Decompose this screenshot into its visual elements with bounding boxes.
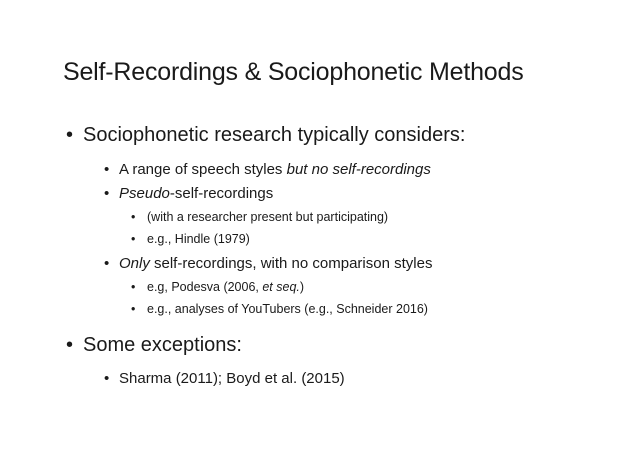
bullet-text: e.g., analyses of YouTubers (e.g., Schneider 2016)	[147, 302, 428, 316]
bullet-text-emphasis: et seq.	[262, 280, 300, 294]
bullet-text: A range of speech styles	[119, 161, 287, 178]
bullet-item-some-exceptions	[66, 334, 242, 357]
bullet-item-youtubers	[131, 302, 428, 316]
slide-title: Self-Recordings & Sociophonetic Methods	[63, 58, 524, 86]
bullet-text: Some exceptions:	[83, 334, 242, 356]
bullet-icon: •	[66, 124, 74, 146]
bullet-item-hindle	[131, 232, 250, 246]
bullet-icon: •	[66, 334, 74, 356]
bullet-text: (with a researcher present but participating)	[147, 210, 389, 224]
bullet-item-pseudo-self-recordings	[104, 185, 273, 202]
bullet-text: Sharma (2011); Boyd et al. (2015)	[119, 370, 345, 387]
bullet-item-only-self-recordings	[104, 255, 432, 272]
bullet-icon: •	[104, 255, 110, 272]
bullet-text-emphasis: Only	[119, 255, 150, 272]
bullet-icon: •	[104, 161, 110, 178]
bullet-icon: •	[131, 302, 136, 316]
bullet-icon: •	[131, 210, 136, 224]
bullet-icon: •	[104, 185, 110, 202]
bullet-icon: •	[131, 280, 136, 294]
bullet-icon: •	[104, 370, 110, 387]
bullet-text-emphasis: but no self-recordings	[286, 161, 431, 178]
bullet-icon: •	[131, 232, 136, 246]
bullet-text-emphasis: Pseudo	[119, 185, 170, 202]
bullet-text: )	[299, 280, 305, 294]
bullet-text: Sociophonetic research typically considers:	[83, 124, 466, 146]
bullet-item-podesva	[131, 280, 304, 294]
bullet-text: -self-recordings	[169, 185, 274, 202]
bullet-item-sociophonetic-research	[66, 124, 465, 147]
bullet-text: self-recordings, with no comparison styles	[149, 255, 433, 272]
bullet-item-range-of-speech-styles	[104, 161, 431, 178]
bullet-text: e.g, Podesva (2006,	[147, 280, 263, 294]
bullet-item-sharma-boyd	[104, 370, 345, 387]
bullet-text: e.g., Hindle (1979)	[147, 232, 250, 246]
bullet-item-researcher-present	[131, 210, 388, 224]
